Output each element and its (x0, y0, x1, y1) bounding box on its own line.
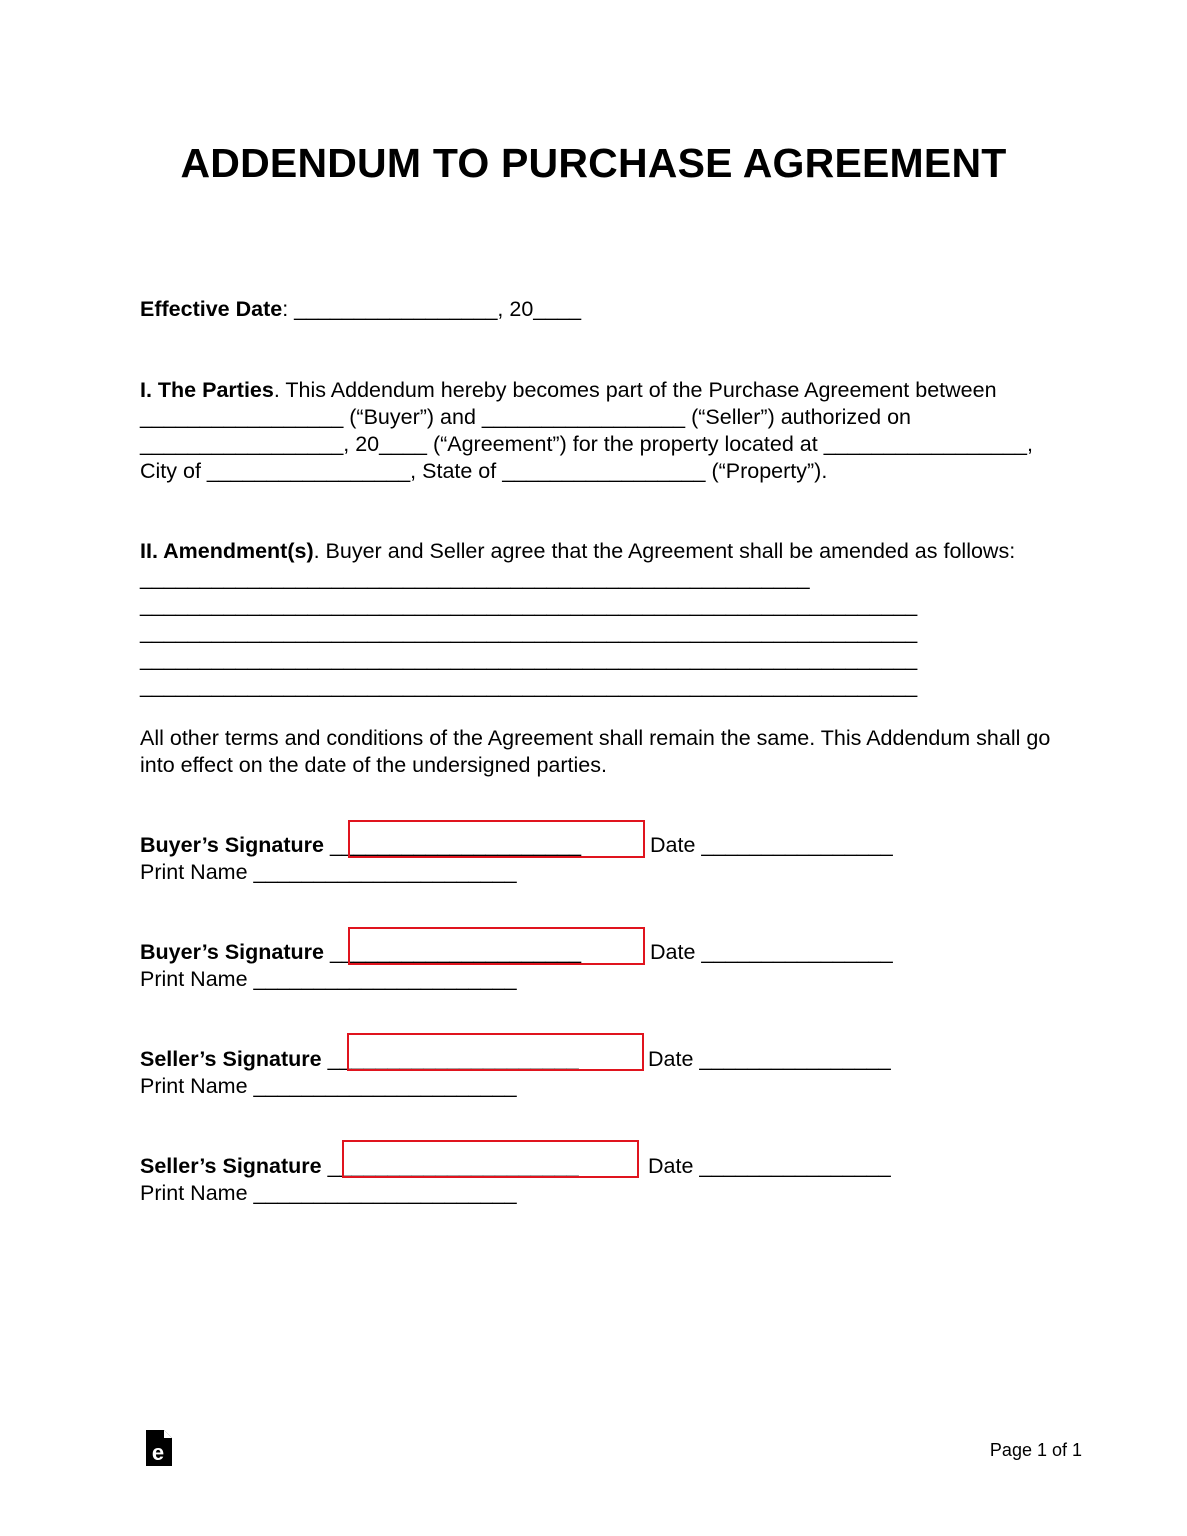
amendments-heading: II. Amendment(s) (140, 539, 314, 563)
print-name-line: Print Name ______________________ (140, 967, 517, 991)
signature-date: Date ________________ (648, 1154, 891, 1178)
document-title: ADDENDUM TO PURCHASE AGREEMENT (180, 140, 1007, 186)
effective-date-label: Effective Date (140, 297, 283, 321)
signature-label: Buyer’s Signature (140, 940, 324, 964)
amendment-blank-line: _________________________________________________________________ (140, 647, 918, 671)
seller-signature-field-1[interactable] (347, 1033, 644, 1071)
signature-date: Date ________________ (650, 940, 893, 964)
closing-paragraph: All other terms and conditions of the Agreement shall remain the same. This Addendum shall go into effect on the date of the undersigned parties. (140, 726, 1057, 777)
parties-heading: I. The Parties (140, 378, 274, 402)
signature-line: _____________________ (324, 833, 582, 857)
seller-signature-field-2[interactable] (342, 1140, 639, 1178)
print-name-line: Print Name ______________________ (140, 860, 517, 884)
print-name-line: Print Name ______________________ (140, 1074, 517, 1098)
eforms-logo-icon (146, 1430, 172, 1471)
effective-date-line (140, 296, 1060, 323)
signature-label: Seller’s Signature (140, 1047, 322, 1071)
signature-label: Buyer’s Signature (140, 833, 324, 857)
amendment-blank-line: _________________________________________________________________ (140, 620, 918, 644)
signature-date: Date ________________ (650, 833, 893, 857)
page-number: Page 1 of 1 (989, 1440, 1082, 1460)
effective-date-blank: : _________________, 20____ (282, 297, 582, 321)
amendments-body: . Buyer and Seller agree that the Agreement shall be amended as follows: ________________________________________________________ (140, 539, 1022, 590)
signature-label: Seller’s Signature (140, 1154, 322, 1178)
buyer-signature-field-2[interactable] (348, 927, 645, 965)
parties-section (140, 377, 1060, 485)
svg-text:e: e (151, 1440, 165, 1465)
signature-line: _____________________ (321, 1154, 579, 1178)
amendment-blank-line: _________________________________________________________________ (140, 674, 918, 698)
signature-date: Date ________________ (648, 1047, 891, 1071)
buyer-signature-field-1[interactable] (348, 820, 645, 858)
amendments-section (140, 538, 1060, 592)
signature-line: _____________________ (324, 940, 582, 964)
parties-body: . This Addendum hereby becomes part of the Purchase Agreement between _________________ (“Buyer”) and _________________ (“Seller”) authorized on _________________, 20____ (“Agreement”) for the property located at _________________, City of _________________, State of _________________ (“Property”). (140, 378, 1039, 483)
amendment-blank-line: _________________________________________________________________ (140, 593, 918, 617)
print-name-line: Print Name ______________________ (140, 1181, 517, 1205)
signature-line: _____________________ (321, 1047, 579, 1071)
